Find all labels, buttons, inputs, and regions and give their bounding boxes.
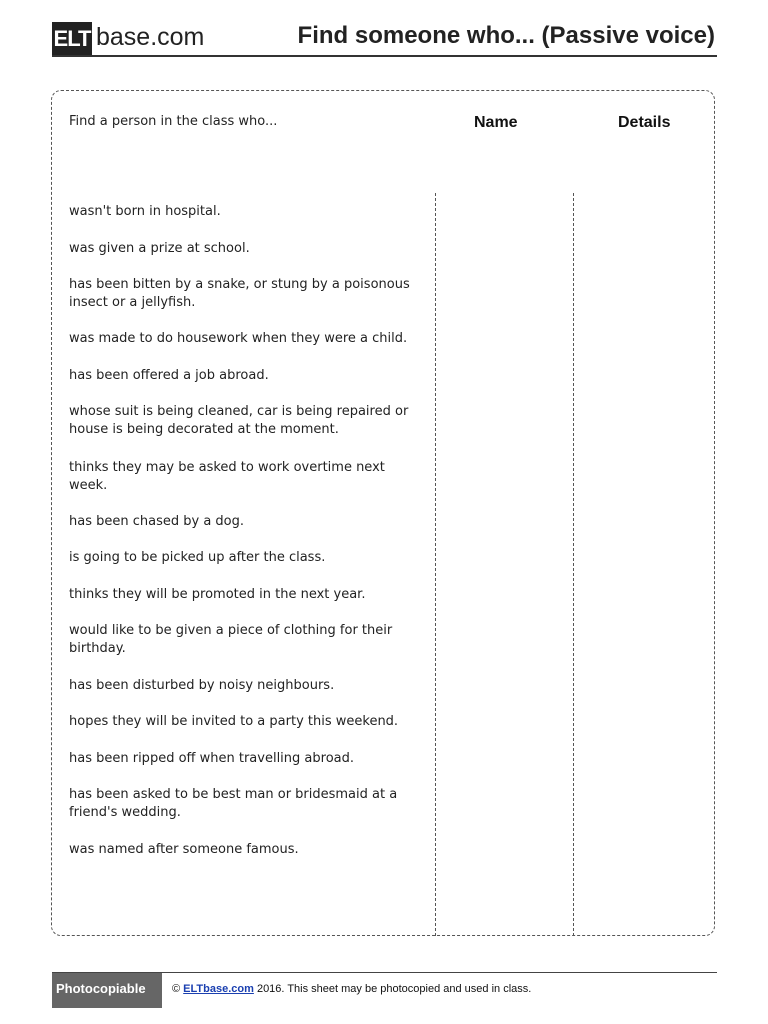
list-item: was named after someone famous. <box>69 842 299 857</box>
list-item: whose suit is being cleaned, car is being repaired or house is being decorated at the moment. <box>69 404 409 437</box>
column-divider-name <box>435 193 436 936</box>
list-item: wasn't born in hospital. <box>69 204 221 219</box>
list-item: thinks they will be promoted in the next year. <box>69 587 366 602</box>
header-divider <box>52 55 717 57</box>
list-item: would like to be given a piece of clothing for their birthday. <box>69 623 393 656</box>
list-item: has been disturbed by noisy neighbours. <box>69 678 335 693</box>
eltbase-link[interactable]: ELTbase.com <box>183 983 254 995</box>
list-item: has been offered a job abroad. <box>69 368 269 383</box>
page-title: Find someone who... (Passive voice) <box>297 22 715 49</box>
list-item: was made to do housework when they were a child. <box>69 331 408 346</box>
list-item: has been asked to be best man or bridesmaid at a friend's wedding. <box>69 787 398 820</box>
logo-mark: ELT <box>52 22 92 56</box>
copyright-symbol: © <box>172 983 181 995</box>
list-item: has been ripped off when travelling abroad. <box>69 751 354 766</box>
page-header <box>52 16 717 58</box>
footer-text: 2016. This sheet may be photocopied and used in class. <box>253 983 532 995</box>
list-item: hopes they will be invited to a party this weekend. <box>69 714 399 729</box>
list-item: was given a prize at school. <box>69 241 250 256</box>
logo-text: base.com <box>96 23 205 51</box>
intro-text: Find a person in the class who... <box>69 114 278 129</box>
column-header-name: Name <box>474 114 518 131</box>
list-item: has been chased by a dog. <box>69 514 245 529</box>
column-header-details: Details <box>618 114 671 131</box>
footer-note <box>172 983 531 995</box>
list-item: thinks they may be asked to work overtime next week. <box>69 460 385 493</box>
column-divider-details <box>573 193 574 936</box>
list-item: is going to be picked up after the class. <box>69 550 326 565</box>
list-item: has been bitten by a snake, or stung by a poisonous insect or a jellyfish. <box>69 277 410 310</box>
photocopiable-badge: Photocopiable <box>52 973 162 1008</box>
